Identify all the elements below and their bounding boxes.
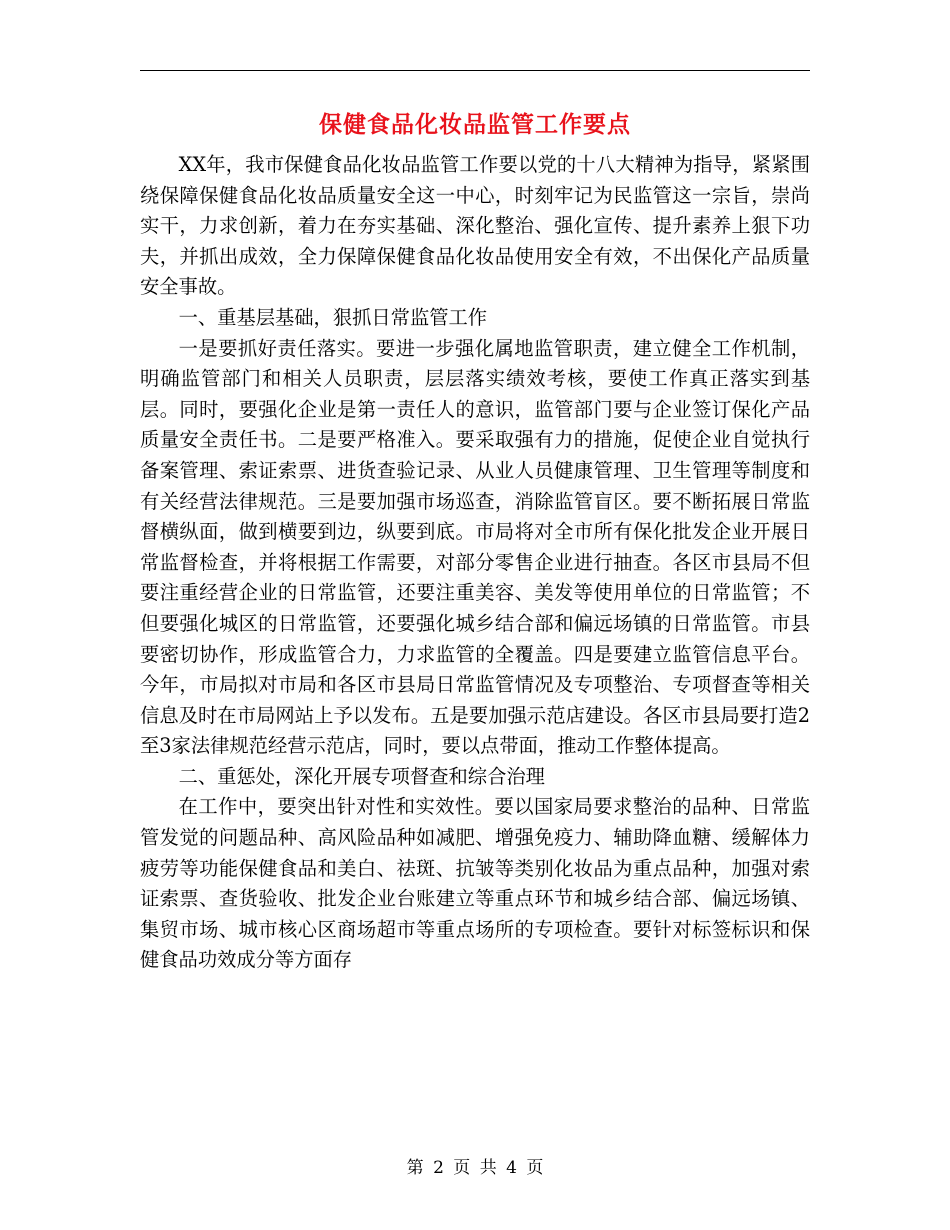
section-heading-2: 二、重惩处，深化开展专项督查和综合治理 bbox=[178, 764, 545, 788]
section-heading-1: 一、重基层基础，狠抓日常监管工作 bbox=[178, 305, 488, 329]
page-number-footer: 第 2 页 共 4 页 bbox=[406, 1158, 544, 1178]
header-rule bbox=[140, 70, 810, 71]
paragraph-intro: XX年，我市保健食品化妆品监管工作要以党的十八大精神为指导，紧紧围绕保障保健食品化妆品质量安全这一中心，时刻牢记为民监管这一宗旨，崇尚实干，力求创新，着力在夯实基础、深化整治、强化宣传、提升素养上狠下功夫，并抓出成效，全力保障保健食品化妆品使用安全有效，不出保化产品质量安全事故。 bbox=[140, 153, 810, 299]
document-title: 保健食品化妆品监管工作要点 bbox=[319, 111, 631, 138]
document-body bbox=[140, 150, 810, 976]
paragraph-section-2: 在工作中，要突出针对性和实效性。要以国家局要求整治的品种、日常监管发觉的问题品种、高风险品种如减肥、增强免疫力、辅助降血糖、缓解体力疲劳等功能保健食品和美白、祛斑、抗皱等类别化妆品为重点品种，加强对索证索票、查货验收、批发企业台账建立等重点环节和城乡结合部、偏远场镇、集贸市场、城市核心区商场超市等重点场所的专项检查。要针对标签标识和保健食品功效成分等方面存 bbox=[140, 795, 810, 972]
paragraph-section-1: 一是要抓好责任落实。要进一步强化属地监管职责，建立健全工作机制，明确监管部门和相关人员职责，层层落实绩效考核，要使工作真正落实到基层。同时，要强化企业是第一责任人的意识，监管部门要与企业签订保化产品质量安全责任书。二是要严格准入。要采取强有力的措施，促使企业自觉执行备案管理、索证索票、进货查验记录、从业人员健康管理、卫生管理等制度和有关经营法律规范。三是要加强市场巡查，消除监管盲区。要不断拓展日常监督横纵面，做到横要到边，纵要到底。市局将对全市所有保化批发企业开展日常监督检查，并将根据工作需要，对部分零售企业进行抽查。各区市县局不但要注重经营企业的日常监管，还要注重美容、美发等使用单位的日常监管；不但要强化城区的日常监管，还要强化城乡结合部和偏远场镇的日常监管。市县要密切协作，形成监管合力，力求监管的全覆盖。四是要建立监管信息平台。今年，市局拟对市局和各区市县局日常监管情况及专项整治、专项督查等相关信息及时在市局网站上予以发布。五是要加强示范店建设。各区市县局要打造2至3家法律规范经营示范店，同时，要以点带面，推动工作整体提高。 bbox=[140, 336, 810, 758]
